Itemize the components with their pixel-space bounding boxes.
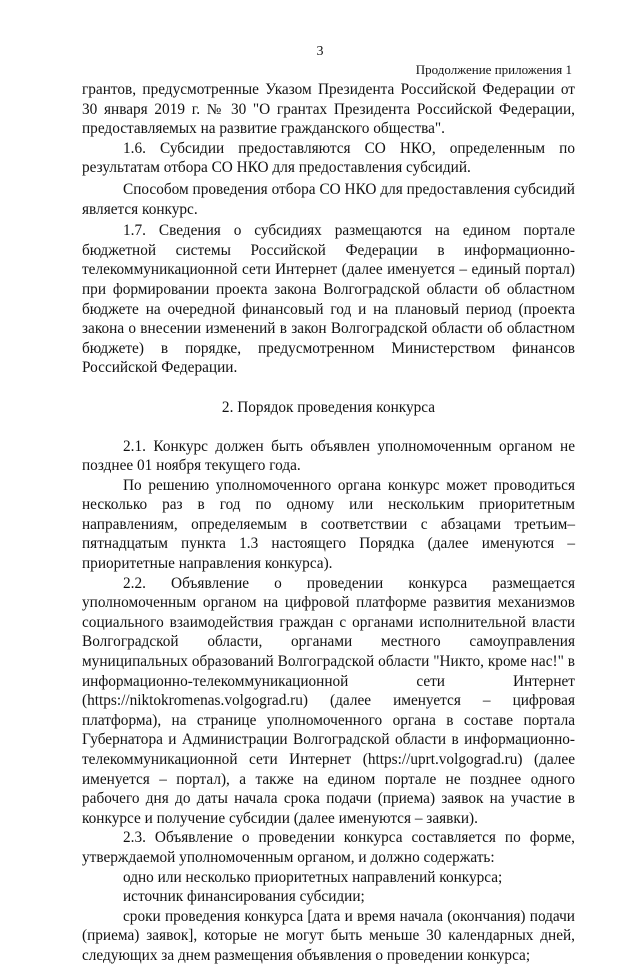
paragraph-2-1: 2.1. Конкурс должен быть объявлен уполномоченным органом не позднее 01 ноября текущего года. (82, 437, 575, 475)
document-body (82, 80, 575, 966)
section-heading: 2. Порядок проведения конкурса (221, 398, 436, 416)
list-item-funding-source: источник финансирования субсидии; (123, 888, 365, 906)
list-item-contest-dates: сроки проведения конкурса [дата и время начала (окончания) подачи (приема) заявок], которые не могут быть меньше 30 календарных дней, следующих за днем размещения объявления о проведении конкурса; (82, 907, 575, 964)
paragraph-2-3: 2.3. Объявление о проведении конкурса составляется по форме, утверждаемой уполномоченным органом, и должно содержать: (82, 829, 575, 866)
paragraph-contest-frequency: По решению уполномоченного органа конкурс может проводиться несколько раз в год по одному или нескольким приоритетным направлениям, определяемым в соответствии с абзацами третьим–пятнадцатым пункта 1.3 настоящего Порядка (далее именуются – приоритетные направления конкурса). (82, 476, 575, 573)
paragraph-1-7: 1.7. Сведения о субсидиях размещаются на едином портале бюджетной системы Российской Федерации в информационно-телекоммуникационной сети Интернет (далее именуется – единый портал) при формировании проекта закона Волгоградской области об областном бюджете на очередной финансовый год и на плановый период (проекта закона о внесении изменений в закон Волгоградской области об областном бюджете) в порядке, предусмотренном Министерством финансов Российской Федерации. (82, 222, 575, 377)
continuation-note: Продолжение приложения 1 (415, 62, 572, 77)
list-item-priority-directions: одно или несколько приоритетных направлений конкурса; (123, 868, 503, 886)
page-number: 3 (316, 44, 324, 59)
paragraph-selection-method: Способом проведения отбора СО НКО для предоставления субсидий является конкурс. (82, 180, 575, 218)
paragraph-1-6: 1.6. Субсидии предоставляются СО НКО, определенным по результатам отбора СО НКО для предоставления субсидий. (82, 139, 575, 177)
paragraph-grants-continuation: грантов, предусмотренные Указом Президента Российской Федерации от 30 января 2019 г. № 30 "О грантах Президента Российской Федерации, предоставляемых на развитие гражданского общества". (82, 81, 575, 138)
paragraph-2-2: 2.2. Объявление о проведении конкурса размещается уполномоченным органом на цифровой платформе развития механизмов социального взаимодействия граждан с органами исполнительной власти Волгоградской области, органами местного самоуправления муниципальных образований Волгоградской области "Никто, кроме нас!" в информационно-телекоммуникационной сети Интернет (https://niktokromenas.volgograd.ru) (далее именуется – цифровая платформа), на странице уполномоченного органа в составе портала Губернатора и Администрации Волгоградской области в информационно-телекоммуникационной сети Интернет (https://uprt.volgograd.ru) (далее именуется – портал), а также на едином портале не позднее одного рабочего дня до даты начала срока подачи (приема) заявок на участие в конкурсе и получение субсидии (далее именуются – заявки). (82, 574, 575, 827)
